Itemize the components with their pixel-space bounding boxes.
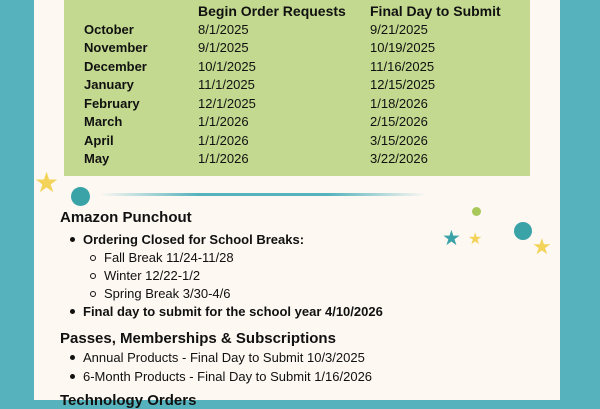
circle-bullet-icon xyxy=(90,255,96,261)
pass-item-text: 6-Month Products - Final Day to Submit 1/16/2026 xyxy=(83,369,373,384)
final-date: 10/19/2025 xyxy=(370,40,436,55)
final-date: 1/18/2026 xyxy=(370,96,428,111)
final-day-header: Final Day to Submit xyxy=(370,3,501,19)
begin-date: 1/1/2026 xyxy=(198,133,249,148)
begin-date: 12/1/2025 xyxy=(198,96,256,111)
list-item xyxy=(70,232,304,247)
break-text: Winter 12/22-1/2 xyxy=(104,268,201,283)
list-item xyxy=(90,268,200,283)
begin-date: 8/1/2025 xyxy=(198,22,249,37)
bullet-icon xyxy=(70,355,75,360)
teal-dot-icon xyxy=(71,187,90,206)
info-card xyxy=(34,0,560,409)
table-row xyxy=(64,22,530,40)
table-row xyxy=(64,151,530,169)
break-text: Spring Break 3/30-4/6 xyxy=(104,286,231,301)
list-item xyxy=(70,304,383,319)
final-date: 3/15/2026 xyxy=(370,133,428,148)
green-dot-icon xyxy=(472,207,481,216)
circle-bullet-icon xyxy=(90,273,96,279)
ordering-closed-label: Ordering Closed for School Breaks: xyxy=(83,232,305,247)
final-day-text: Final day to submit for the school year 4/10/2026 xyxy=(83,304,383,319)
list-item xyxy=(90,250,234,265)
pass-item-text: Annual Products - Final Day to Submit 10/3/2025 xyxy=(83,350,365,365)
amazon-punchout-title: Amazon Punchout xyxy=(60,209,192,226)
begin-order-header: Begin Order Requests xyxy=(198,3,346,19)
begin-date: 1/1/2026 xyxy=(198,151,249,166)
bullet-icon xyxy=(70,237,75,242)
month-label: December xyxy=(84,59,147,74)
star-icon: ★ xyxy=(532,234,552,259)
break-text: Fall Break 11/24-11/28 xyxy=(104,250,234,265)
list-item xyxy=(70,350,365,365)
table-row xyxy=(64,96,530,114)
star-icon: ★ xyxy=(34,167,60,198)
table-row xyxy=(64,133,530,151)
final-date: 11/16/2025 xyxy=(370,59,435,74)
month-label: October xyxy=(84,22,134,37)
month-label: February xyxy=(84,96,140,111)
final-date: 2/15/2026 xyxy=(370,114,428,129)
final-date: 9/21/2025 xyxy=(370,22,428,37)
star-icon: ★ xyxy=(468,231,483,248)
schedule-table xyxy=(64,0,530,176)
passes-title: Passes, Memberships & Subscriptions xyxy=(60,330,336,347)
bullet-icon xyxy=(70,374,75,379)
month-label: May xyxy=(84,151,110,166)
month-label: January xyxy=(84,77,134,92)
section-divider xyxy=(100,193,426,196)
table-row xyxy=(64,114,530,132)
table-row xyxy=(64,77,530,95)
table-row xyxy=(64,59,530,77)
star-icon: ★ xyxy=(442,227,461,250)
list-item xyxy=(90,286,230,301)
final-date: 12/15/2025 xyxy=(370,77,436,92)
month-label: April xyxy=(84,133,114,148)
month-label: November xyxy=(84,40,148,55)
begin-date: 1/1/2026 xyxy=(198,114,249,129)
begin-date: 10/1/2025 xyxy=(198,59,256,74)
month-label: March xyxy=(84,114,123,129)
final-date: 3/22/2026 xyxy=(370,151,428,166)
circle-bullet-icon xyxy=(90,291,96,297)
begin-date: 11/1/2025 xyxy=(198,77,255,92)
table-row xyxy=(64,40,530,58)
bullet-icon xyxy=(70,309,75,314)
technology-orders-title: Technology Orders xyxy=(60,392,197,409)
teal-dot-icon xyxy=(514,222,532,240)
begin-date: 9/1/2025 xyxy=(198,40,249,55)
list-item xyxy=(70,369,372,384)
